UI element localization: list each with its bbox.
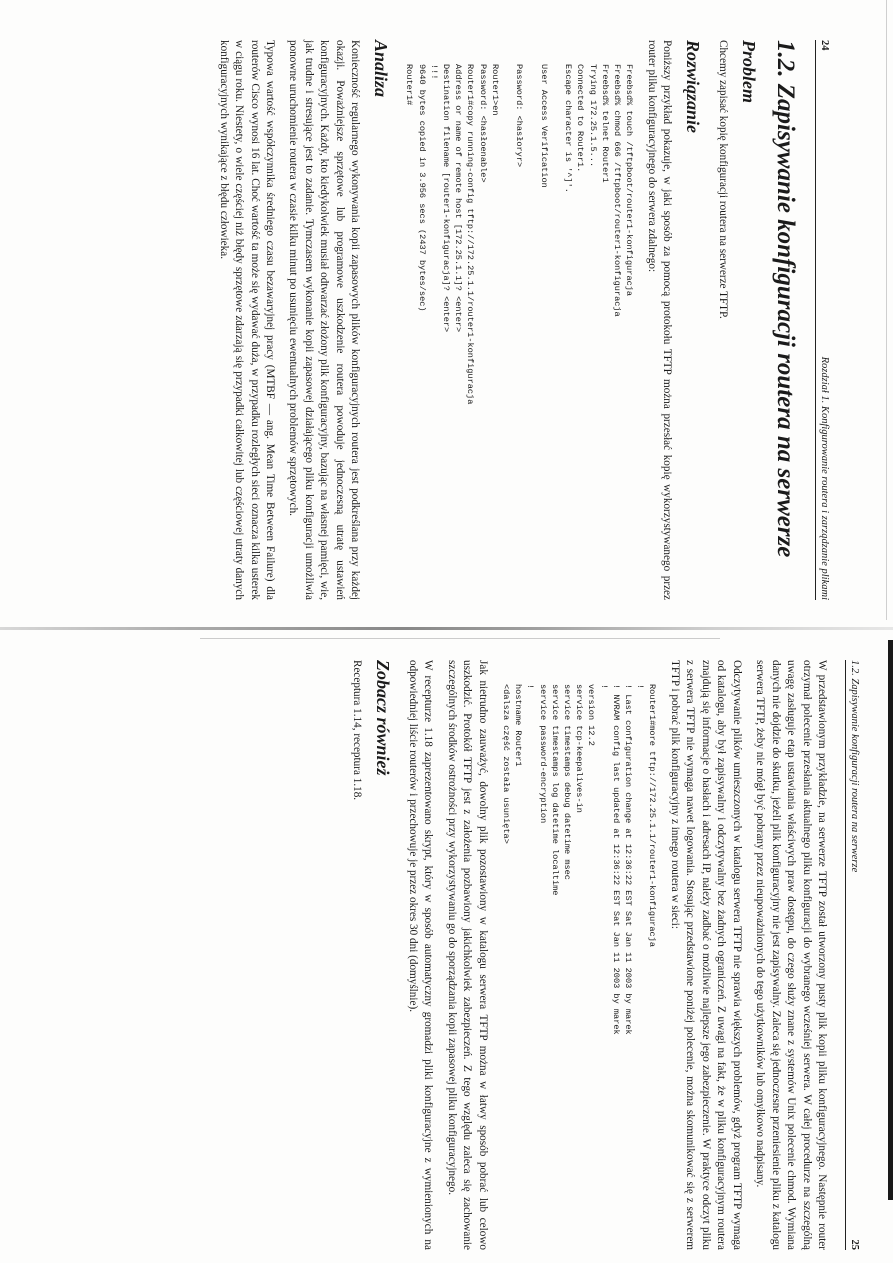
analysis-paragraph-2: Typowa wartość współczynnika średniego czasu bezawaryjnej pracy (MTBF — ang. Mean Time Between Failure) dla routerów Cisco wynosi 16 lat. Choć wartość ta może się wydawać duża, w przypadku rozległych sieci oznacza kilka usterek w ciągu roku. Niestety, o wiele częściej niż błędy sprzętowe zdarzają się przypadki całkowitej lub częściowej utraty danych konfiguracyjnych wynikające z błędu człowieka. — [217, 40, 277, 600]
scan-edge — [888, 640, 893, 1200]
analysis-paragraph-1: Konieczność regularnego wykonywania kopii zapasowych plików konfiguracyjnych routera jest podkreślana przy każdej okazji. Poważniejsze sprzętowe lub programowe uszkodzenie routera powoduje jednoczesną utratę ustawień konfiguracyjnych. Każdy, kto kiedykolwiek musiał odtwarzać złożony plik konfiguracyjny, bazując na własnej pamięci, wie, jak trudne i stresujące jest to zadanie. Tymczasem wykonanie kopii zapasowej działającego pliku konfiguracji umożliwia ponowne uruchomienie routera w czasie kilku minut po usunięciu ewentualnych problemów sprzętowych. — [287, 40, 362, 600]
paragraph-2: Odczytywanie plików umieszczonych w katalogu serwera TFTP nie sprawia większych problemów, gdyż program TFTP wymaga od katalogu, aby był zapisywalny i odczytywalny bez żadnych ograniczeń. Z uwagi na fakt, że w pliku konfiguracyjnym routera znajdują się informacje o hasłach i adresach IP, należy zadbać o możliwie najlepsze jego zabezpieczenie. W praktyce odczyt pliku z serwera TFTP nie wymaga nawet logowania. Stosując przedstawione poniżej polecenie, można skomunikować się z serwerem TFTP i pobrać plik konfiguracyjny z innego routera w sieci: — [668, 660, 743, 1250]
running-head: 1.2. Zapisywanie konfiguracji routera na serwerze — [849, 660, 860, 873]
paragraph-3: Jak nietrudno zauważyć, dowolny plik pozostawiony w katalogu serwera TFTP można w łatwy sposób pobrać lub celowo uszkodzić. Protokół TFTP jest z założenia pozbawiony jakichkolwiek zabezpieczeń. Z tego względu zaleca się zachowanie szczególnych środków ostrożności przy wykorzystywaniu go do sporządzania kopii zapasowej pliku konfiguracyjnego. — [445, 660, 489, 1250]
see-also-text: Receptura 1.14, receptura 1.18. — [350, 660, 363, 801]
solution-heading: Rozwiązanie — [683, 40, 704, 134]
page-number: 25 — [849, 1239, 860, 1250]
see-also-heading: Zobacz również — [372, 660, 393, 776]
solution-text: Poniższy przykład pokazuje, w jaki sposób za pomocą protokołu TFTP można przesłać kopię wykorzystywanego przez router pliku konfiguracyjnego do serwera zdalnego: — [645, 40, 674, 600]
left-book-page — [90, 40, 830, 600]
section-title: 1.2. Zapisywanie konfiguracji routera na serwerze — [772, 40, 799, 558]
code-listing-more: Router1#more tftp://172.25.1.1/router1-konfiguracja ! ! Last configuration change at 12:36:22 EST Sat Jan 11 2003 by marek ! NVRAM config last updated at 12:36:22 EST Sat Jan 11 2003 by marek ! version 12.2 service tcp-keepalives-in service timestamps debug datetime msec service timestamps log datetime localtime service password-encryption ! hostname Router1 <dalsza część została usunięta> — [501, 684, 658, 1035]
page-divider — [0, 627, 893, 630]
right-book-page — [100, 660, 860, 1250]
running-header — [815, 40, 830, 600]
paragraph-1: W przedstawionym przykładzie, na serwerze TFTP został utworzony pusty plik kopii pliku konfiguracyjnego. Następnie router otrzymał polecenie przesłania aktualnego pliku konfiguracji do wybranego wcześniej serwera. W całej procedurze na szczególną uwagę zasługuje etap ustawiania właściwych praw dostępu, do czego służy znane z systemów Unix polecenie chmod. Wymiana danych nie dojdzie do skutku, jeżeli plik konfiguracyjny nie jest zapisywalny. Zaleca się jednoczesne przeniesienie pliku z katalogu serwera TFTP, żeby nie mógł być pobrany przez nieupoważnionych do tego użytkowników lub omyłkowo nadpisany. — [754, 660, 828, 1250]
analysis-heading: Analiza — [371, 40, 392, 98]
scan-edge-top — [886, 0, 887, 620]
page-divider-shadow — [200, 638, 720, 639]
running-head: Rozdział 1. Konfigurowanie routera i zarządzanie plikami — [819, 356, 830, 600]
problem-heading: Problem — [739, 40, 760, 103]
paragraph-4: W recepturze 1.18 zaprezentowano skrypt, który w sposób automatyczny gromadzi pliki konfiguracyjne z wymienionych na odpowiedniej liście routerów i przechowuje je przez okres 30 dni (domyślnie). — [407, 660, 435, 1250]
page-number: 24 — [819, 40, 830, 51]
problem-text: Chcemy zapisać kopię konfiguracji routera na serwerze TFTP. — [717, 40, 730, 319]
code-listing-copy: Freebsd% touch /tftpboot/router1-konfiguracja Freebsd% chmod 666 /tftpboot/router1-konfiguracja Freebsd% telnet Router1 Trying 172.25.1.5... Connected to Router1. Escape character is '^]'. User Access Verification Password: <hasłoryr> Router1>en Password: <hasłoenable> Router1#copy running-config tftp://172.25.1.1/router1-konfiguracja Address or name of remote host [172.25.1.1]? <enter> Destination filename [router1-konfiguracja]? <enter> !!! 9640 bytes copied in 3.956 secs (2437 bytes/sec) Router1# — [404, 64, 635, 405]
running-header — [845, 660, 860, 1250]
